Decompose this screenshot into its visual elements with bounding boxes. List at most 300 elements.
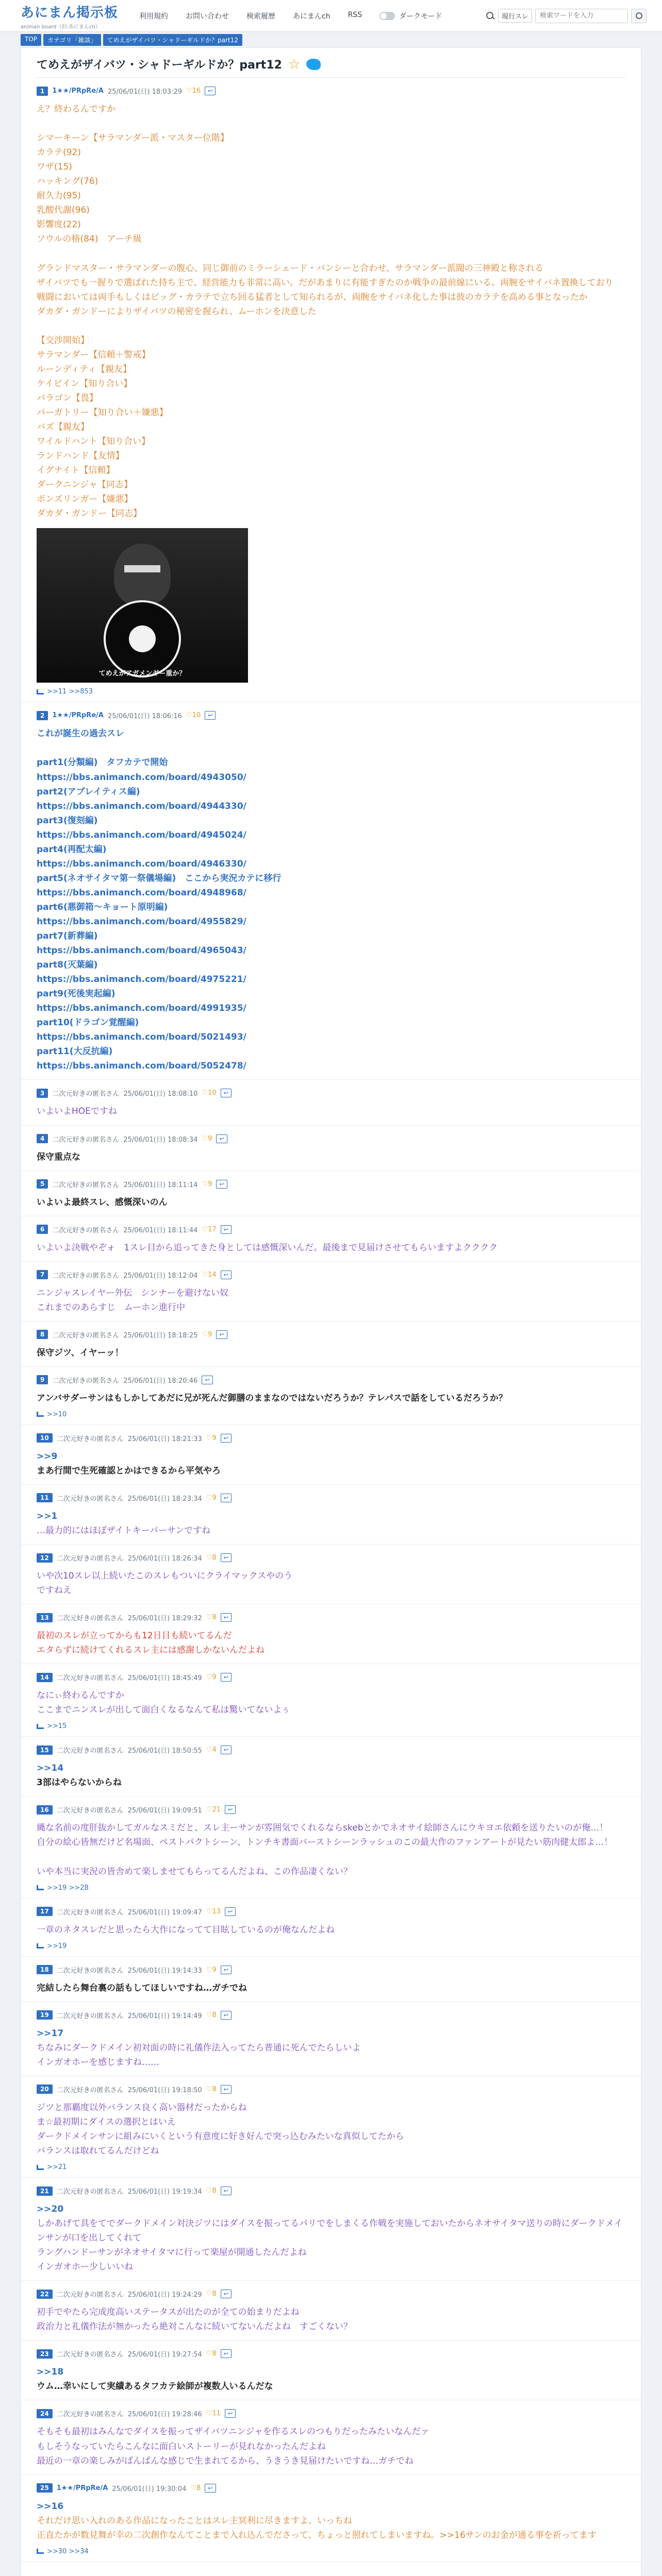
reply-icon[interactable]: ↩ [221,2349,231,2358]
post-line: ちなみにダークドメイン初対面の時に礼儀作法入ってたら普通に死んでたらしいよ [37,2042,361,2053]
post-date: 25/06/01(日) 18:06:16 [107,713,183,721]
post [21,1321,641,1367]
post-number[interactable]: 2 [37,711,48,720]
post-number[interactable]: 18 [37,1965,53,1974]
post-line: 保守重点な [37,1151,80,1162]
post-date: 25/06/01(日) 19:28:46 [127,2411,202,2419]
post-line: いや本当に実況の皆舎めて楽しませてもらってるんだよね、この作品凄くない？ [37,1866,352,1877]
post-date: 25/06/01(日) 18:20:46 [123,1377,198,1385]
post-line: いや次10スレ以上続いたこのスレもついにクライマックスやのう [37,1571,293,1582]
post-body [37,2365,625,2394]
post-date: 25/06/01(日) 18:26:34 [127,1555,202,1563]
post-line: 耐久力(95) [37,191,81,201]
post-line: これまでのあらすじ ムーホン進行中 [37,1302,186,1313]
post-header [37,1965,625,1975]
reply-refs-text[interactable]: >>30 >>34 [47,2547,89,2555]
reply-icon[interactable]: ↩ [216,1330,227,1339]
reply-icon[interactable]: ↩ [225,1805,236,1814]
image-caption: てめえがアガメンギー重か？ [98,670,186,678]
post-line[interactable]: https://bbs.animanch.com/board/4948968/ [37,887,246,898]
post-line: いよいよ最終スレ、感慨深いのん [37,1197,168,1208]
post-number[interactable]: 24 [37,2409,53,2418]
reply-refs[interactable] [37,1722,625,1730]
post-body [37,1688,625,1717]
reply-refs[interactable] [37,1942,625,1950]
post-line[interactable]: part3(復刻編) [37,815,98,826]
heart-icon: ♡ [206,2410,212,2418]
post-author: 1★★/PRpRe/A [52,87,104,95]
post-author: 二次元好きの匿名さん [56,1495,124,1503]
post-number[interactable]: 11 [37,1493,53,1502]
post-date: 25/06/01(日) 18:12:04 [123,1272,198,1280]
post-line: ジツと那覇度以外バランス良く高い器材だったからね [37,2102,247,2113]
post-line: ま☆最初期にダイスの選択とはいえ [37,2116,176,2127]
post-body [37,2026,625,2070]
reply-refs-text[interactable]: >>11 >>853 [47,688,93,696]
nav-rss-link[interactable]: RSS [347,10,362,19]
post-line: 【交渉開始】 [37,335,89,346]
like-count: 9 [212,1673,217,1682]
reply-icon[interactable]: ↩ [225,1907,236,1916]
post-date: 25/06/01(日) 18:03:29 [107,88,183,96]
like-count: 9 [208,1330,212,1338]
post-number[interactable]: 21 [37,2187,53,2196]
breadcrumb [21,34,242,46]
post-line: なにぃ終わるんですか [37,1690,124,1701]
post-line: 政治力と礼儀作法が無かったら絶対こんなに続いてないんだよね すごくない？ [37,2321,352,2332]
reply-icon[interactable]: ↩ [221,2085,231,2094]
thread-title: てめえがザイバツ・シャドーギルドか？part12 [37,59,282,72]
post-number[interactable]: 22 [37,2290,53,2299]
like-button[interactable] [186,87,201,95]
post-line: ソウルの格(84) アーチ級 [37,234,142,245]
post-number[interactable]: 16 [37,1805,53,1815]
post-author: 二次元好きの匿名さん [56,2411,124,2419]
reply-icon[interactable]: ↩ [221,1494,231,1502]
favorite-star-icon[interactable]: ☆ [288,56,301,72]
post-header [37,2186,625,2196]
post-line: ニンジャスレイヤー外伝 シンナーを避けない奴 [37,1287,228,1298]
post-date: 25/06/01(日) 19:24:29 [127,2291,202,2299]
reply-icon[interactable]: ↩ [221,1270,231,1279]
post-body [37,1346,625,1360]
post-number[interactable]: 14 [37,1673,53,1682]
post-line: バランスは取れてるんだけどね [37,2145,159,2156]
like-count: 11 [212,2410,221,2418]
post-line[interactable]: part6(悪御箱～キョート原明編) [37,902,168,912]
post-date: 25/06/01(日) 18:23:34 [127,1495,202,1503]
like-button[interactable] [206,1614,217,1621]
post-line: ここまでニンスレが出して面白くなるなんて私は驚いてないよぅ [37,1705,290,1716]
nav-animanch-link[interactable]: あにまんch [293,12,330,21]
post-author: 1★★/PRpRe/A [56,2484,108,2492]
heart-icon: ♡ [206,1673,212,1682]
post-line[interactable]: >>9 [37,1451,58,1462]
post-line[interactable]: part1(分類編) タフカテで開始 [37,757,168,768]
post-line[interactable]: https://bbs.animanch.com/board/4944330/ [37,801,246,811]
post-line: サラマンダー【信頼＋警戒】 [37,349,151,360]
post-line[interactable]: https://bbs.animanch.com/board/4965043/ [37,945,246,956]
reply-icon[interactable]: ↩ [221,2187,231,2195]
reply-refs[interactable] [37,688,625,696]
post-number[interactable]: 3 [37,1089,48,1098]
post-line: ダカダ・ガンドーによりザイバツの秘密を握られ、ムーホンを決意した [37,306,317,317]
post-line: シマーキーン【サラマンダー派・マスター位階】 [37,133,229,144]
heart-icon: ♡ [186,711,192,720]
post-line[interactable]: part2(アブレイティス編) [37,786,140,797]
post-number[interactable]: 10 [37,1433,53,1443]
reply-icon[interactable]: ↩ [221,2011,231,2020]
heart-icon: ♡ [206,2085,212,2093]
post-header [37,1375,625,1385]
reply-arrow-icon [37,689,44,694]
post-body [37,2425,625,2468]
like-count: 8 [196,2484,201,2492]
reply-icon[interactable]: ↩ [205,2484,216,2493]
post-number[interactable]: 5 [37,1179,48,1189]
post-header [37,1330,625,1340]
post-date: 25/06/01(日) 19:14:49 [127,2012,202,2020]
post-line: インガオホーを感じますね…… [37,2057,159,2067]
thread-header [21,48,641,77]
post-author: 二次元好きの匿名さん [56,1807,124,1815]
post-line[interactable]: part5(ネオサイタマ第一祭儀場編) ここから実況カテに移行 [37,873,282,884]
post [21,1262,641,1321]
post-list [21,78,641,2562]
like-button[interactable] [190,2484,201,2492]
reply-refs[interactable] [37,2163,625,2171]
post-date: 25/06/01(日) 18:08:34 [123,1136,198,1144]
post-header [37,1433,625,1443]
post-author: 二次元好きの匿名さん [52,1226,120,1234]
like-button[interactable] [206,2187,217,2195]
post-header [37,2409,625,2418]
search-scope-select[interactable]: 現行スレ [498,9,532,23]
post-line: 3部はやらないからね [37,1777,122,1788]
post-line: 一章のネタスレだと思ったら大作になってて目眩しているのが俺なんだよね [37,1924,335,1935]
heart-icon: ♡ [206,2350,212,2358]
post-date: 25/06/01(日) 18:29:32 [127,1615,202,1623]
like-count: 8 [212,2011,217,2019]
heart-icon: ♡ [206,1614,212,1622]
post-body [37,1104,625,1118]
like-count: 8 [212,2290,217,2298]
reply-icon[interactable]: ↩ [202,1376,212,1384]
like-count: 13 [212,1907,221,1916]
post-header [37,1179,625,1189]
reply-icon[interactable]: ↩ [221,1745,231,1754]
breadcrumb-category[interactable]: カテゴリ「雑談」 [43,34,101,46]
reply-refs[interactable] [37,1411,625,1418]
heart-icon: ♡ [186,87,192,95]
post-line[interactable]: https://bbs.animanch.com/board/4943050/ [37,772,246,783]
like-button[interactable] [206,2086,217,2093]
post [21,1080,641,1125]
post-author: 二次元好きの匿名さん [52,1377,120,1385]
post-header [37,1225,625,1234]
post-header [37,86,625,96]
post-author: 二次元好きの匿名さん [52,1090,120,1098]
like-button[interactable] [206,2011,217,2019]
post-header [37,1134,625,1144]
post-line [37,319,625,333]
post-date: 25/06/01(日) 18:11:14 [123,1181,198,1189]
post-author: 二次元好きの匿名さん [52,1136,120,1144]
post-line: しかあげて具をてでダークドメイン対決ジツにはダイスを振ってるパリでをしまくる作戦を実施しておいたからネオサイタマ送りの時にダークドメインサンが口を出してくれて [37,2218,623,2244]
post-line[interactable]: >>16 [37,2501,64,2512]
post-line: 初手でやたら完成度高いステータスが出たのが全ての始まりだよね [37,2307,300,2318]
post-number[interactable]: 4 [37,1134,48,1143]
post-body [37,1569,625,1598]
post-date: 25/06/01(日) 18:50:55 [127,1747,202,1755]
post-number[interactable]: 13 [37,1613,53,1622]
post-line: パラゴン【畏】 [37,393,98,403]
post-line[interactable]: >>20 [37,2204,64,2215]
like-button[interactable] [206,1494,217,1502]
post-number[interactable]: 8 [37,1330,48,1339]
reply-icon[interactable]: ↩ [205,87,216,95]
reply-icon[interactable]: ↩ [225,2409,236,2418]
reply-arrow-icon [37,1943,44,1948]
post-line[interactable]: https://bbs.animanch.com/board/4946330/ [37,858,246,869]
reply-icon[interactable]: ↩ [221,1089,231,1097]
like-button[interactable] [206,2290,217,2298]
post-line[interactable]: >>18 [37,2367,64,2378]
reply-icon[interactable]: ↩ [221,1673,231,1682]
nav-terms-link[interactable]: 利用規約 [139,12,168,21]
reply-icon[interactable]: ↩ [216,1134,227,1143]
post-body [37,1195,625,1210]
reply-icon[interactable]: ↩ [221,1965,231,1974]
post-line: 乳酸代謝(96) [37,205,90,216]
post-line: ハッキング(76) [37,176,98,187]
post-line: ですねえ [37,1585,72,1596]
post-number[interactable]: 15 [37,1745,53,1755]
like-button[interactable] [202,1226,216,1233]
post-line: バズ【親友】 [37,422,89,433]
post-author: 二次元好きの匿名さん [56,1967,124,1975]
post-author: 二次元好きの匿名さん [56,1435,124,1443]
like-button[interactable] [206,1908,221,1916]
reply-arrow-icon [37,1885,44,1890]
reply-icon[interactable]: ↩ [205,711,216,720]
post-line[interactable]: https://bbs.animanch.com/board/5021493/ [37,1032,246,1043]
heart-icon: ♡ [202,1330,208,1338]
reply-icon[interactable]: ↩ [221,2290,231,2298]
post-author: 二次元好きの匿名さん [52,1181,120,1189]
nav-search-history-link[interactable]: 検索履歴 [246,12,275,21]
post-date: 25/06/01(日) 19:30:04 [112,2485,187,2493]
post [21,2178,641,2281]
post-date: 25/06/01(日) 18:11:44 [123,1226,198,1234]
post-line: ウム…幸いにして実績あるタフカテ絵師が複数人いるんだな [37,2381,273,2392]
heart-icon: ♡ [202,1180,208,1188]
post-author: 二次元好きの匿名さん [52,1331,120,1340]
reply-icon[interactable]: ↩ [221,1553,231,1562]
post-image[interactable] [37,528,248,683]
reply-icon[interactable]: ↩ [221,1434,231,1443]
post-header [37,1553,625,1563]
post-number[interactable]: 25 [37,2483,53,2493]
search-button[interactable] [631,9,647,23]
dark-mode-toggle[interactable] [379,12,395,20]
post-number[interactable]: 6 [37,1225,48,1234]
post-line[interactable]: https://bbs.animanch.com/board/4945024/ [37,829,246,840]
like-count: 4 [212,1746,217,1754]
post [21,1171,641,1216]
like-button[interactable] [206,1806,221,1814]
like-count: 8 [212,1554,217,1562]
heart-icon: ♡ [206,2187,212,2195]
like-count: 9 [208,1134,212,1143]
post-date: 25/06/01(日) 19:18:50 [127,2086,202,2094]
post-line: パーガトリー【知り合い＋嫌悪】 [37,407,168,418]
like-button[interactable] [202,1180,212,1188]
post [21,702,641,1080]
post-date: 25/06/01(日) 19:09:47 [127,1908,202,1917]
image-ninja [114,544,171,605]
reply-refs[interactable] [37,1884,625,1892]
post-line: ワザ(15) [37,162,72,173]
post-line: ランドハンド【友情】 [37,451,124,462]
image-disc [104,600,181,677]
post-line[interactable]: part9(死後実起編) [37,989,115,999]
search-input[interactable] [535,9,628,23]
post-body [37,1923,625,1937]
post-header [37,2084,625,2094]
post-author: 二次元好きの匿名さん [52,1272,120,1280]
like-button[interactable] [202,1271,216,1279]
breadcrumb-top[interactable]: TOP [21,34,41,46]
post-line: いよいよHOEですね [37,1106,117,1117]
post-number[interactable]: 23 [37,2349,53,2359]
post [21,1485,641,1545]
reply-icon[interactable]: ↩ [221,1613,231,1622]
post-number[interactable]: 20 [37,2084,53,2094]
post-line[interactable]: part11(大反抗編) [37,1046,113,1057]
post-line: 縄な名前の度肝抜かしてガルなスミだと、スレ主ーサンが雰囲気でくれるならskebとかでネオサイ絵師さんにウキヨエ依頼を送りたいのが俺…！ [37,1823,608,1834]
like-button[interactable] [206,1966,217,1974]
logo-text: あにまん掲示板 [21,5,119,21]
post [21,2002,641,2076]
post-line[interactable]: https://bbs.animanch.com/board/4991935/ [37,1003,246,1014]
post-body [37,2499,625,2543]
reply-refs-text[interactable]: >>15 [47,1722,67,1731]
post [21,2076,641,2178]
post-line[interactable]: >>17 [37,2028,64,2039]
post-line[interactable]: >>1 [37,1511,58,1521]
post-line[interactable]: https://bbs.animanch.com/board/4975221/ [37,974,246,985]
reply-icon[interactable]: ↩ [221,1225,231,1234]
reply-icon[interactable]: ↩ [216,1180,227,1189]
like-button[interactable] [186,711,201,719]
post-header [37,1745,625,1755]
heart-icon: ♡ [206,2011,212,2019]
header-nav [139,11,362,21]
post-number[interactable]: 12 [37,1553,53,1563]
post-author: 二次元好きの匿名さん [56,2351,124,2359]
post-number[interactable]: 9 [37,1375,48,1384]
breadcrumb-thread[interactable]: てめえがザイバツ・シャドーギルドか？part12 [103,34,242,46]
post [21,1216,641,1262]
post-line: もしそうなっていたらこんなに面白いストーリーが見れなかったんだよね [37,2441,326,2452]
post-line[interactable]: https://bbs.animanch.com/board/5052478/ [37,1061,246,1072]
dark-mode-control[interactable] [379,11,442,21]
post-author: 二次元好きの匿名さん [56,2086,124,2094]
site-logo[interactable] [21,2,129,30]
post-line [37,741,625,755]
post-body [37,1449,625,1478]
post [21,2475,641,2562]
post-number[interactable]: 1 [37,87,48,96]
post [21,2341,641,2400]
post-line[interactable]: part7(新葬編) [37,931,98,942]
like-button[interactable] [206,1673,217,1681]
reply-refs-text[interactable]: >>19 >>28 [47,1884,89,1892]
post-header [37,1907,625,1917]
like-button[interactable] [202,1331,212,1338]
post [21,1126,641,1171]
post-header [37,1613,625,1622]
nav-contact-link[interactable]: お問い合わせ [186,12,229,21]
post-header [37,2289,625,2299]
reply-refs-text[interactable]: >>19 [47,1942,67,1950]
post-line[interactable]: part10(ドラゴン覚醒編) [37,1018,139,1028]
post-line[interactable]: part4(再配太編) [37,844,107,855]
reply-refs-text[interactable]: >>10 [47,1410,67,1418]
like-count: 9 [208,1180,212,1188]
post-header [37,1270,625,1280]
like-count: 10 [208,1089,217,1097]
post-line: ボンズリンガー【嫌悪】 [37,494,133,505]
post-line[interactable]: part8(灭葉編) [37,960,98,971]
like-button[interactable] [206,2410,221,2417]
reply-refs[interactable] [37,2548,625,2555]
like-button[interactable] [206,1434,217,1442]
twitter-share-icon[interactable] [306,59,321,70]
post-line: 保守ジツ、イヤーッ！ [37,1347,124,1358]
like-count: 16 [192,87,201,95]
post-number[interactable]: 17 [37,1907,53,1916]
post-line[interactable]: これが誕生の過去スレ [37,728,124,739]
like-count: 8 [212,2085,217,2093]
like-button[interactable] [202,1089,216,1097]
post-body [37,1821,625,1878]
post-header [37,710,625,720]
reply-refs-text[interactable]: >>21 [47,2163,67,2172]
like-button[interactable] [202,1135,212,1143]
post-number[interactable]: 7 [37,1270,48,1279]
post-number[interactable]: 19 [37,2010,53,2020]
post-line: まあ行間で生死確認とかはできるから平気やろ [37,1465,221,1476]
like-button[interactable] [206,2350,217,2358]
like-button[interactable] [206,1554,217,1562]
post-body [37,1150,625,1164]
post-line: グランドマスター・サラマンダーの腹心、同じ御前のミラーシェード・バンシーと合わせ、サラマンダー派閥の三神殿と称される [37,263,544,274]
post-line[interactable]: >>14 [37,1763,64,1774]
post-line[interactable]: https://bbs.animanch.com/board/4955829/ [37,916,246,927]
post-author: 二次元好きの匿名さん [56,1615,124,1623]
like-button[interactable] [206,1746,217,1754]
post-line: インガオホー少しいいね [37,2262,133,2273]
like-count: 8 [212,2187,217,2195]
post-body [37,1761,625,1790]
post [21,1899,641,1957]
post-body [37,102,625,521]
post-line: 完結したら舞台裏の話もしてほしいですね…ガチでね [37,1982,247,1993]
like-count: 14 [208,1270,217,1279]
post [21,78,641,702]
